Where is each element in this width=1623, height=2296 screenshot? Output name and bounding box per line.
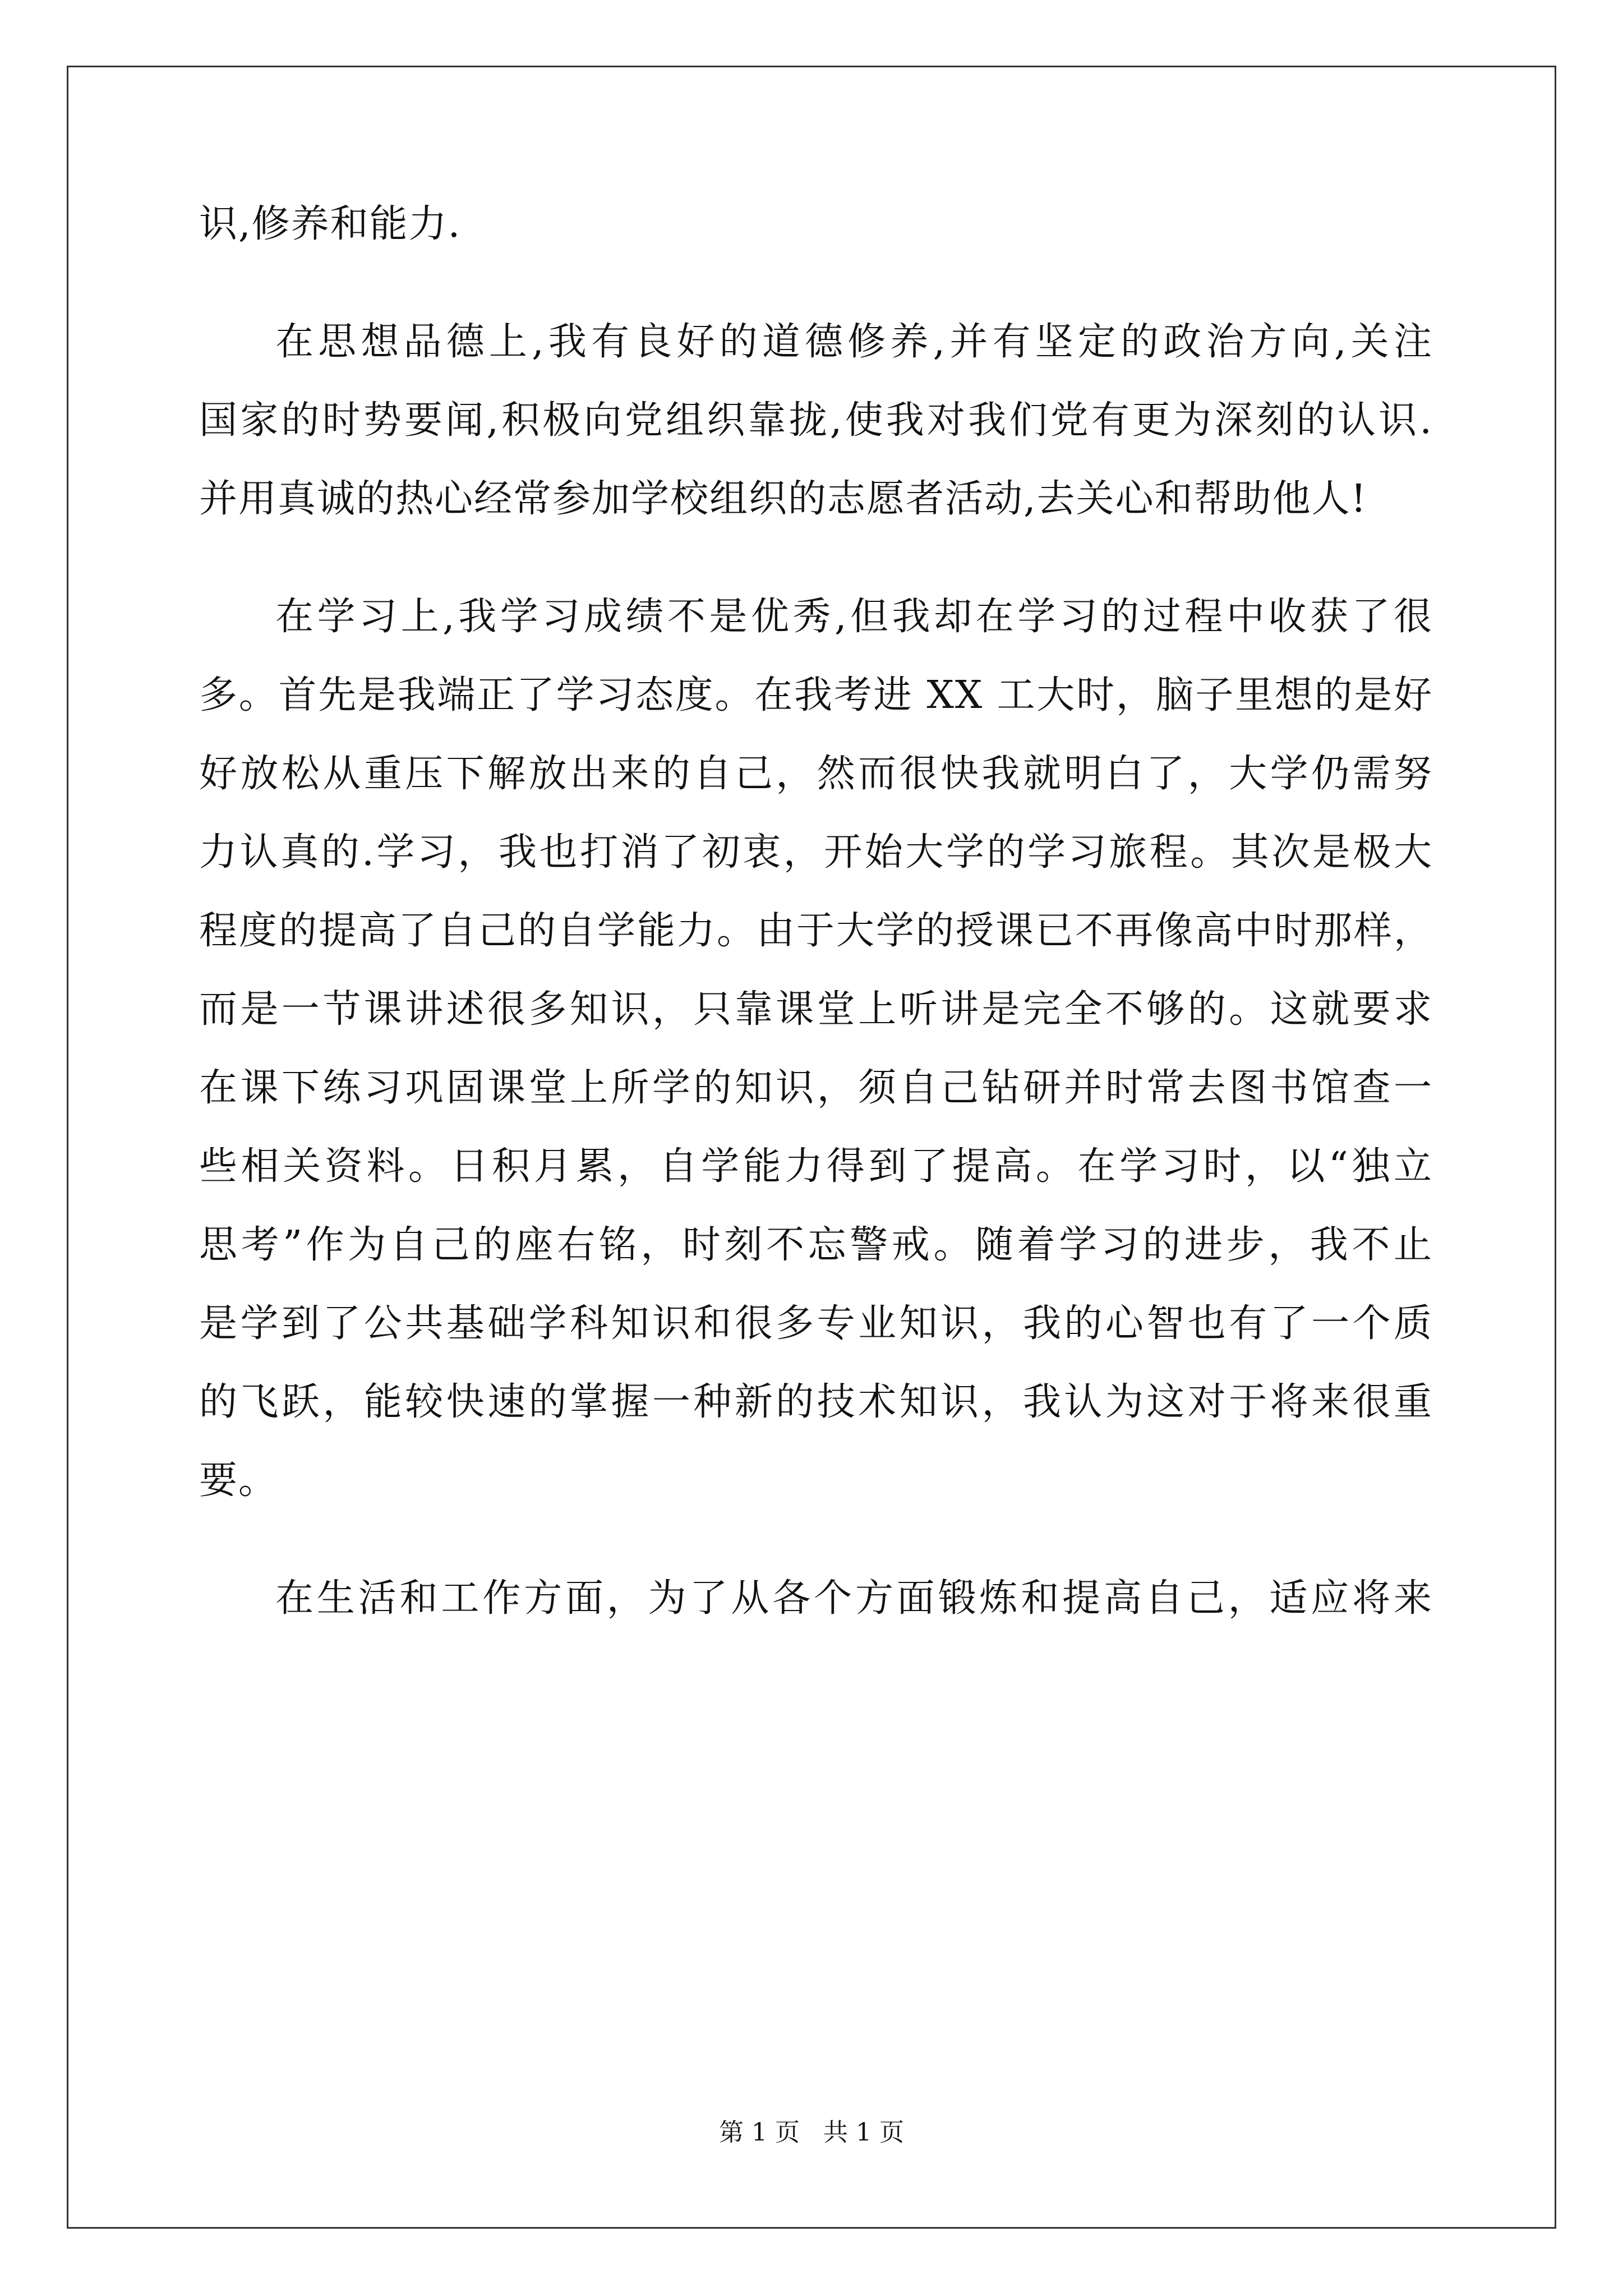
total-pages: 共 1 页: [823, 2118, 904, 2147]
text-line: 多。首先是我端正了学习态度。在我考进 XX 工大时，脑子里想的是好: [199, 673, 1433, 717]
page-number: 第 1 页: [719, 2118, 800, 2147]
text-line: 在生活和工作方面，为了从各个方面锻炼和提高自己，适应将来: [275, 1576, 1433, 1621]
paragraph: [199, 1559, 1433, 1638]
text-line: 程度的提高了自己的自学能力。由于大学的授课已不再像高中时那样，: [199, 909, 1433, 953]
text-line: 并用真诚的热心经常参加学校组织的志愿者活动,去关心和帮助他人!: [199, 477, 1367, 521]
text-line: 国家的时势要闻,积极向党组织靠拢,使我对我们党有更为深刻的认识.: [199, 398, 1433, 443]
text-line: 思考”作为自己的座右铭，时刻不忘警戒。随着学习的进步，我不止: [199, 1223, 1433, 1267]
document-body: [199, 185, 1433, 1638]
paragraph: [199, 185, 1433, 264]
text-line: 是学到了公共基础学科知识和很多专业知识，我的心智也有了一个质: [199, 1301, 1433, 1346]
text-line: 在课下练习巩固课堂上所学的知识，须自己钻研并时常去图书馆查一: [199, 1066, 1433, 1110]
text-line: 要。: [199, 1458, 278, 1503]
text-line: 些相关资料。日积月累，自学能力得到了提高。在学习时，以“独立: [199, 1144, 1433, 1189]
page-footer: [0, 2112, 1623, 2148]
text-line: 好放松从重压下解放出来的自己，然而很快我就明白了，大学仍需努: [199, 752, 1433, 796]
text-line: 力认真的.学习，我也打消了初衷，开始大学的学习旅程。其次是极大: [199, 830, 1433, 875]
text-line: 而是一节课讲述很多知识，只靠课堂上听讲是完全不够的。这就要求: [199, 987, 1433, 1032]
paragraph: [199, 303, 1433, 539]
paragraph: [199, 578, 1433, 1520]
text-line: 的飞跃，能较快速的掌握一种新的技术知识，我认为这对于将来很重: [199, 1380, 1433, 1424]
text-line: 识,修养和能力.: [199, 202, 462, 246]
text-line: 在思想品德上,我有良好的道德修养,并有坚定的政治方向,关注: [275, 320, 1433, 364]
text-line: 在学习上,我学习成绩不是优秀,但我却在学习的过程中收获了很: [275, 595, 1433, 639]
